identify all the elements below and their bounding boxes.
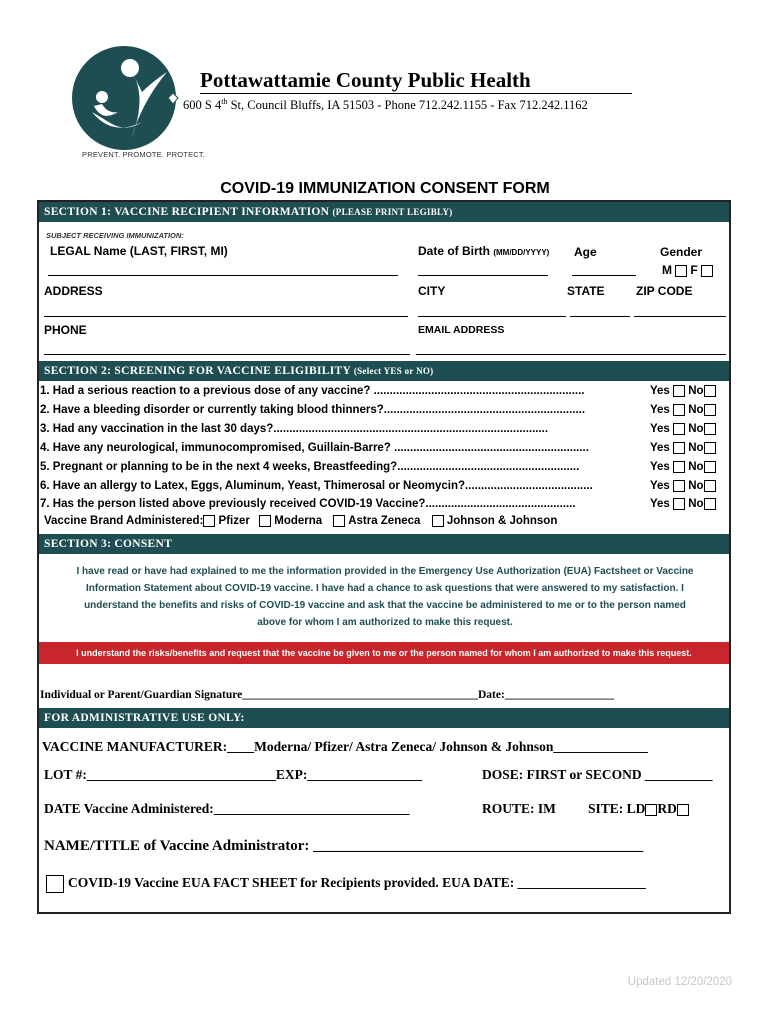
question-4: 4. Have any neurological, immunocompromised, Guillain-Barre? ............................................................. — [40, 442, 589, 454]
header-rule — [200, 93, 632, 94]
yes-checkbox[interactable] — [673, 423, 685, 435]
form-title: COVID-19 IMMUNIZATION CONSENT FORM — [220, 180, 550, 197]
yes-checkbox[interactable] — [673, 480, 685, 492]
address-field[interactable] — [44, 316, 408, 317]
pfizer-checkbox[interactable] — [203, 515, 215, 527]
age-label: Age — [574, 245, 597, 259]
section2-header: SECTION 2: SCREENING FOR VACCINE ELIGIBILITY (Select YES or NO) — [39, 361, 729, 381]
answer-2: Yes No — [650, 404, 716, 416]
moderna-checkbox[interactable] — [259, 515, 271, 527]
answer-1: Yes No — [650, 385, 716, 397]
question-5: 5. Pregnant or planning to be in the next 4 weeks, Breastfeeding?......................................................... — [40, 461, 580, 473]
brand-moderna: Moderna — [274, 515, 323, 528]
consent-text: I have read or have had explained to me the information provided in the Emergency Use Authorization (EUA) Factsheet or Vaccine Information Statement about COVID-19 vaccine. I have had a chance to ask questions that were answered to my satisfaction. I understand the benefits and risks of COVID-19 vaccine and ask that the vaccine be administered to me or to the person named above for whom I am authorized to make this request. — [76, 566, 694, 628]
city-label: CITY — [418, 284, 446, 298]
legal-name-field[interactable] — [48, 275, 398, 276]
email-label: EMAIL ADDRESS — [418, 324, 505, 336]
answer-4: Yes No — [650, 442, 716, 454]
no-checkbox[interactable] — [704, 385, 716, 397]
org-address: 600 S 4th St, Council Bluffs, IA 51503 - Phone 712.242.1155 - Fax 712.242.1162 — [183, 97, 588, 113]
dose-line[interactable]: DOSE: FIRST or SECOND __________ — [482, 767, 713, 782]
question-1: 1. Had a serious reaction to a previous dose of any vaccine? .................................................................. — [40, 385, 585, 397]
admin-header: FOR ADMINISTRATIVE USE ONLY: — [39, 708, 729, 728]
gender-f-checkbox[interactable] — [701, 265, 713, 277]
administrator-line[interactable]: NAME/TITLE of Vaccine Administrator: ____________________________________________ — [44, 838, 644, 854]
vaccine-brand-row: Vaccine Brand Administered: Pfizer Moderna Astra Zeneca Johnson & Johnson — [44, 515, 558, 528]
fact-sheet-row: COVID-19 Vaccine EUA FACT SHEET for Recipients provided. EUA DATE: ___________________ — [46, 875, 646, 893]
no-checkbox[interactable] — [704, 404, 716, 416]
gender-m-checkbox[interactable] — [675, 265, 687, 277]
site-ld-checkbox[interactable] — [645, 804, 657, 816]
city-field[interactable] — [418, 316, 566, 317]
section3-header: SECTION 3: CONSENT — [39, 534, 729, 554]
yes-checkbox[interactable] — [673, 498, 685, 510]
dob-field[interactable] — [418, 275, 548, 276]
updated-date: Updated 12/20/2020 — [627, 976, 732, 988]
brand-johnson: Johnson & Johnson — [446, 515, 558, 528]
subject-label: SUBJECT RECEIVING IMMUNIZATION: — [46, 231, 184, 240]
state-field[interactable] — [570, 316, 630, 317]
county-logo — [72, 42, 184, 154]
answer-7: Yes No — [650, 498, 716, 510]
address-label: ADDRESS — [44, 284, 103, 298]
answer-5: Yes No — [650, 461, 716, 473]
risk-acknowledgement: I understand the risks/benefits and request that the vaccine be given to me or the person named for whom I am authorized to make this request. — [39, 642, 729, 664]
answer-6: Yes No — [650, 480, 716, 492]
no-checkbox[interactable] — [704, 442, 716, 454]
no-checkbox[interactable] — [704, 480, 716, 492]
question-2: 2. Have a bleeding disorder or currently taking blood thinners?............................................................... — [40, 404, 586, 416]
phone-label: PHONE — [44, 323, 87, 337]
fact-sheet-checkbox[interactable] — [46, 875, 64, 893]
question-6: 6. Have an allergy to Latex, Eggs, Aluminum, Yeast, Thimerosal or Neomycin?........................................ — [40, 480, 593, 492]
yes-checkbox[interactable] — [673, 385, 685, 397]
astra-zeneca-checkbox[interactable] — [333, 515, 345, 527]
state-label: STATE — [567, 284, 605, 298]
site-rd-checkbox[interactable] — [677, 804, 689, 816]
brand-pfizer: Pfizer — [218, 515, 250, 528]
gender-options: M F — [662, 263, 713, 277]
no-checkbox[interactable] — [704, 498, 716, 510]
no-checkbox[interactable] — [704, 461, 716, 473]
dob-label: Date of Birth (MM/DD/YYYY) — [418, 244, 550, 258]
legal-name-label: LEGAL Name (LAST, FIRST, MI) — [50, 244, 228, 258]
question-3: 3. Had any vaccination in the last 30 days?...................................................................................... — [40, 423, 549, 435]
brand-astra-zeneca: Astra Zeneca — [348, 515, 421, 528]
tagline: PREVENT. PROMOTE. PROTECT. — [82, 150, 206, 159]
age-field[interactable] — [572, 275, 636, 276]
phone-field[interactable] — [44, 354, 410, 355]
yes-checkbox[interactable] — [673, 461, 685, 473]
manufacturer-line[interactable]: VACCINE MANUFACTURER:____Moderna/ Pfizer/ Astra Zeneca/ Johnson & Johnson______________ — [42, 739, 648, 754]
yes-checkbox[interactable] — [673, 442, 685, 454]
section1-header: SECTION 1: VACCINE RECIPIENT INFORMATION (PLEASE PRINT LEGIBLY) — [39, 202, 729, 222]
date-administered-line[interactable]: DATE Vaccine Administered:_____________________________ — [44, 801, 410, 816]
site-row: SITE: LD RD — [588, 801, 689, 817]
org-name: Pottawattamie County Public Health — [200, 68, 531, 92]
no-checkbox[interactable] — [704, 423, 716, 435]
zip-field[interactable] — [634, 316, 726, 317]
zip-label: ZIP CODE — [636, 284, 693, 298]
yes-checkbox[interactable] — [673, 404, 685, 416]
question-7: 7. Has the person listed above previously received COVID-19 Vaccine?............................................... — [40, 498, 576, 510]
lot-exp-line[interactable]: LOT #:____________________________EXP:_________________ — [44, 767, 423, 782]
answer-3: Yes No — [650, 423, 716, 435]
route-label: ROUTE: IM — [482, 801, 556, 816]
email-field[interactable] — [416, 354, 726, 355]
johnson-checkbox[interactable] — [432, 515, 444, 527]
gender-label: Gender — [660, 245, 703, 259]
signature-line[interactable]: Individual or Parent/Guardian Signature_________________________________________Date:___________________ — [40, 689, 615, 701]
